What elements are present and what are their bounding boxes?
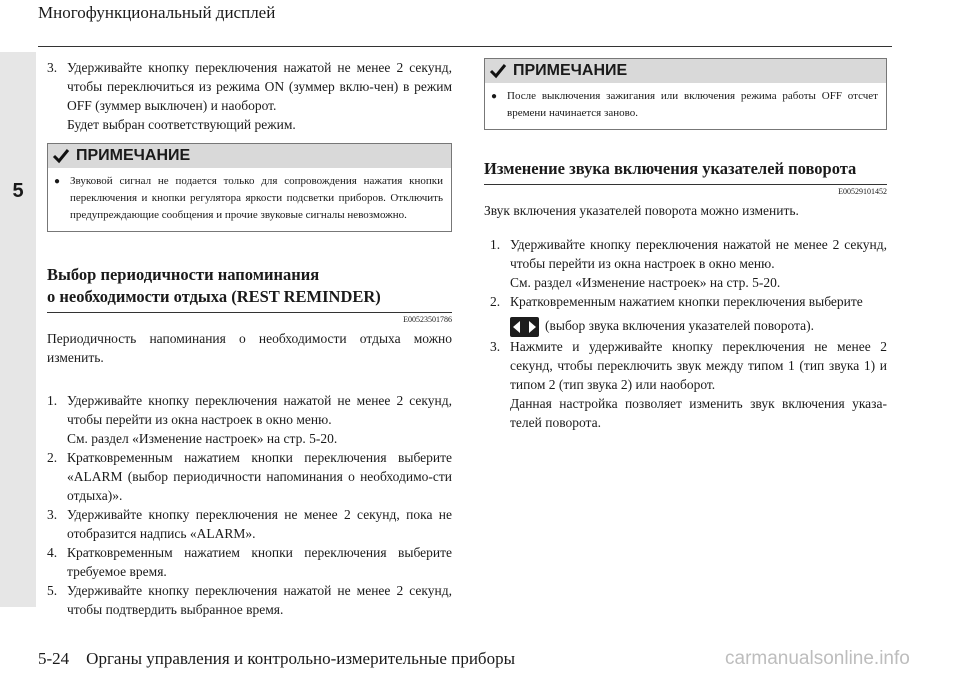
step-number: 5. — [47, 583, 58, 598]
chapter-number: 5 — [12, 180, 24, 202]
step-number: 1. — [47, 393, 58, 408]
step-number: 4. — [47, 545, 58, 560]
watermark: carmanualsonline.info — [725, 648, 910, 669]
list-item — [47, 391, 452, 448]
checkmark-icon — [52, 147, 70, 165]
list-item — [490, 292, 887, 337]
step-list — [484, 235, 887, 432]
note-heading: ПРИМЕЧАНИЕ — [76, 147, 191, 164]
step-number: 2. — [490, 294, 501, 309]
note-text: После выключения зажигания или включения режима работы OFF отсчет времени начинается заново. — [507, 90, 878, 119]
step-number: 3. — [47, 507, 58, 522]
section-divider — [484, 184, 887, 185]
step-text: Удерживайте кнопку переключения нажатой не менее 2 секунд, чтобы переключиться из режима ON (зуммер вклю-чен) в режим OFF (зуммер выключен) и наоборот. — [67, 60, 452, 113]
note-body — [485, 83, 886, 129]
step-number: 2. — [47, 450, 58, 465]
step-text: Удерживайте кнопку переключения нажатой не менее 2 секунд, чтобы перейти из окна настроек в окно меню. — [510, 237, 887, 271]
step-number: 1. — [490, 237, 501, 252]
step-text: Удерживайте кнопку переключения нажатой не менее 2 секунд, чтобы подтвердить выбранное время. — [67, 583, 452, 617]
checkmark-icon — [489, 62, 507, 80]
section-code: E00529101452 — [838, 187, 887, 196]
note-box — [47, 143, 452, 232]
chapter-side-tab — [0, 52, 36, 607]
note-box — [484, 58, 887, 130]
list-item — [47, 581, 452, 619]
section-divider — [47, 312, 452, 313]
note-header — [485, 59, 886, 83]
step-text: Кратковременным нажатием кнопки переключения выберите «ALARM (выбор периодичности напоминания о необходимо-сти отдыха)». — [67, 450, 452, 503]
step-extra: Данная настройка позволяет изменить звук включения указа-телей поворота. — [510, 396, 887, 430]
list-item — [490, 337, 887, 432]
note-header — [48, 144, 451, 168]
section-title: Изменение звука включения указателей поворота — [484, 159, 857, 178]
section-intro: Периодичность напоминания о необходимости отдыха можно изменить. — [47, 331, 452, 365]
section-title — [47, 264, 452, 308]
section-code: E00523501786 — [403, 315, 452, 324]
list-item — [490, 235, 887, 292]
turn-signal-sound-section — [484, 158, 887, 432]
step-icon-caption: (выбор звука включения указателей поворота). — [545, 318, 815, 333]
step-extra: См. раздел «Изменение настроек» на стр. 5-20. — [510, 275, 781, 290]
step-icon-line — [510, 315, 887, 337]
step-text: Кратковременным нажатием кнопки переключения выберите — [510, 294, 863, 309]
footer-chapter-title: Органы управления и контрольно-измерительные приборы — [86, 649, 515, 668]
step-text: Кратковременным нажатием кнопки переключения выберите требуемое время. — [67, 545, 452, 579]
note-body — [48, 168, 451, 231]
step-extra: См. раздел «Изменение настроек» на стр. 5-20. — [67, 431, 338, 446]
section-intro: Звук включения указателей поворота можно изменить. — [484, 203, 799, 218]
bullet-icon: ● — [491, 91, 498, 102]
list-item — [47, 448, 452, 505]
left-column — [47, 58, 452, 619]
note-heading: ПРИМЕЧАНИЕ — [513, 62, 628, 79]
section-title-line2: о необходимости отдыха (REST REMINDER) — [47, 287, 381, 306]
step-text: Удерживайте кнопку переключения нажатой не менее 2 секунд, чтобы перейти из окна настроек в окно меню. — [67, 393, 452, 427]
step-text: Удерживайте кнопку переключения не менее 2 секунд, пока не отобразится надпись «ALARM». — [67, 507, 452, 541]
step-3-intro — [47, 58, 452, 134]
step-text: Нажмите и удерживайте кнопку переключения не менее 2 секунд, чтобы переключить звук между типом 1 (тип звука 1) и типом 2 (тип звука 2) или наоборот. — [510, 339, 887, 392]
turn-signal-icon — [510, 317, 539, 337]
bullet-icon: ● — [54, 176, 61, 187]
step-result: Будет выбран соответствующий режим. — [67, 117, 296, 132]
page-header-title: Многофункциональный дисплей — [38, 3, 276, 22]
list-item — [47, 543, 452, 581]
step-list — [47, 391, 452, 619]
rest-reminder-section — [47, 264, 452, 619]
step-number: 3. — [490, 339, 501, 354]
step-number: 3. — [47, 60, 58, 75]
header-divider — [38, 46, 892, 47]
section-title-line1: Выбор периодичности напоминания — [47, 265, 320, 284]
page-number: 5-24 — [38, 649, 70, 668]
page-footer — [38, 649, 515, 669]
note-text: Звуковой сигнал не подается только для сопровождения нажатия кнопки переключения и кнопки регулятора яркости подсветки приборов. Отключить предупреждающие сообщения и прочие звуковые сигналы невозможно. — [70, 175, 443, 221]
right-column — [484, 58, 887, 432]
list-item — [47, 505, 452, 543]
